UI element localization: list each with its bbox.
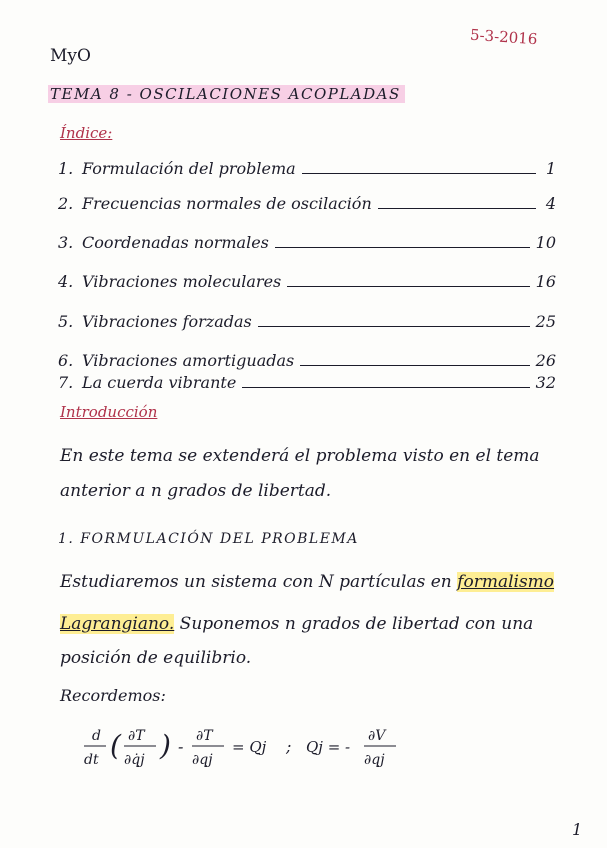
- toc-item: [58, 193, 556, 213]
- paren-open: (: [110, 729, 121, 762]
- eq-d: d: [92, 728, 101, 744]
- body-text: Suponemos n grados de libertad con una: [179, 614, 534, 634]
- toc-leader-line: [378, 208, 536, 209]
- toc-label: Vibraciones amortiguadas: [82, 351, 295, 370]
- toc-number: 6.: [58, 351, 74, 370]
- toc-page: 32: [535, 373, 556, 392]
- toc-number: 4.: [58, 272, 74, 291]
- intro-text: anterior a: [60, 481, 146, 501]
- toc-number: 1.: [58, 159, 74, 178]
- toc-number: 5.: [58, 312, 74, 331]
- eq-equals-q: = Qj: [232, 738, 267, 756]
- date: 5-3-2016: [469, 25, 538, 49]
- eq-dq: ∂qj: [192, 752, 213, 768]
- highlight-term: Lagrangiano.: [60, 614, 175, 634]
- intro-line-2: [60, 481, 331, 501]
- paren-close: ): [160, 729, 171, 762]
- body-line-3: posición de equilibrio.: [60, 648, 252, 668]
- toc-leader-line: [302, 173, 536, 174]
- body-text: Estudiaremos un sistema con N partículas en: [60, 572, 452, 592]
- recall-label: Recordemos:: [60, 686, 166, 705]
- toc-item: [58, 372, 556, 392]
- toc-leader-line: [242, 387, 529, 388]
- toc-label: Vibraciones moleculares: [82, 272, 282, 291]
- toc-leader-line: [275, 247, 530, 248]
- page-title-text: TEMA 8 - OSCILACIONES ACOPLADAS: [48, 85, 405, 103]
- eq-separator: ;: [286, 737, 292, 756]
- toc-item: [58, 271, 556, 291]
- eq-dT: ∂T: [128, 728, 145, 744]
- toc-number: 3.: [58, 233, 74, 252]
- index-heading: Índice:: [60, 124, 113, 142]
- toc-page: 10: [535, 233, 556, 252]
- intro-line-1: En este tema se extenderá el problema visto en el tema: [60, 446, 540, 466]
- toc-page: 4: [545, 194, 556, 213]
- intro-text: grados de libertad.: [167, 481, 332, 501]
- page-number: 1: [572, 820, 583, 839]
- eq-dV: ∂V: [368, 728, 386, 744]
- toc-label: La cuerda vibrante: [82, 373, 237, 392]
- toc-item: [58, 350, 556, 370]
- intro-n: n: [150, 481, 162, 501]
- toc-item: [58, 158, 556, 178]
- eq-dt: dt: [84, 752, 99, 768]
- toc-label: Formulación del problema: [82, 159, 296, 178]
- eq-q: Qj = -: [306, 738, 351, 756]
- body-line-2: [60, 614, 533, 634]
- toc-page: 16: [535, 272, 556, 291]
- eq-dqdot: ∂q̇j: [124, 752, 145, 768]
- toc-number: 2.: [58, 194, 74, 213]
- toc-label: Coordenadas normales: [82, 233, 269, 252]
- highlight-term: formalismo: [457, 572, 555, 592]
- eq-dT2: ∂T: [196, 728, 213, 744]
- toc-number: 7.: [58, 373, 74, 392]
- toc-item: [58, 311, 556, 331]
- toc-page: 26: [535, 351, 556, 370]
- toc-label: Vibraciones forzadas: [82, 312, 252, 331]
- toc-page: 1: [545, 159, 556, 178]
- intro-heading: Introducción: [60, 403, 158, 421]
- toc-leader-line: [287, 286, 529, 287]
- author-initials: MyO: [50, 46, 91, 66]
- body-line-1: [60, 572, 554, 592]
- eq-minus: -: [178, 737, 184, 756]
- lagrange-equation: [78, 720, 408, 780]
- section-heading: 1. FORMULACIÓN DEL PROBLEMA: [58, 531, 359, 547]
- toc-label: Frecuencias normales de oscilación: [82, 194, 372, 213]
- toc-leader-line: [258, 326, 530, 327]
- toc-leader-line: [300, 365, 529, 366]
- toc-page: 25: [535, 312, 556, 331]
- page-title: [48, 85, 405, 103]
- eq-dq2: ∂qj: [364, 752, 385, 768]
- toc-item: [58, 232, 556, 252]
